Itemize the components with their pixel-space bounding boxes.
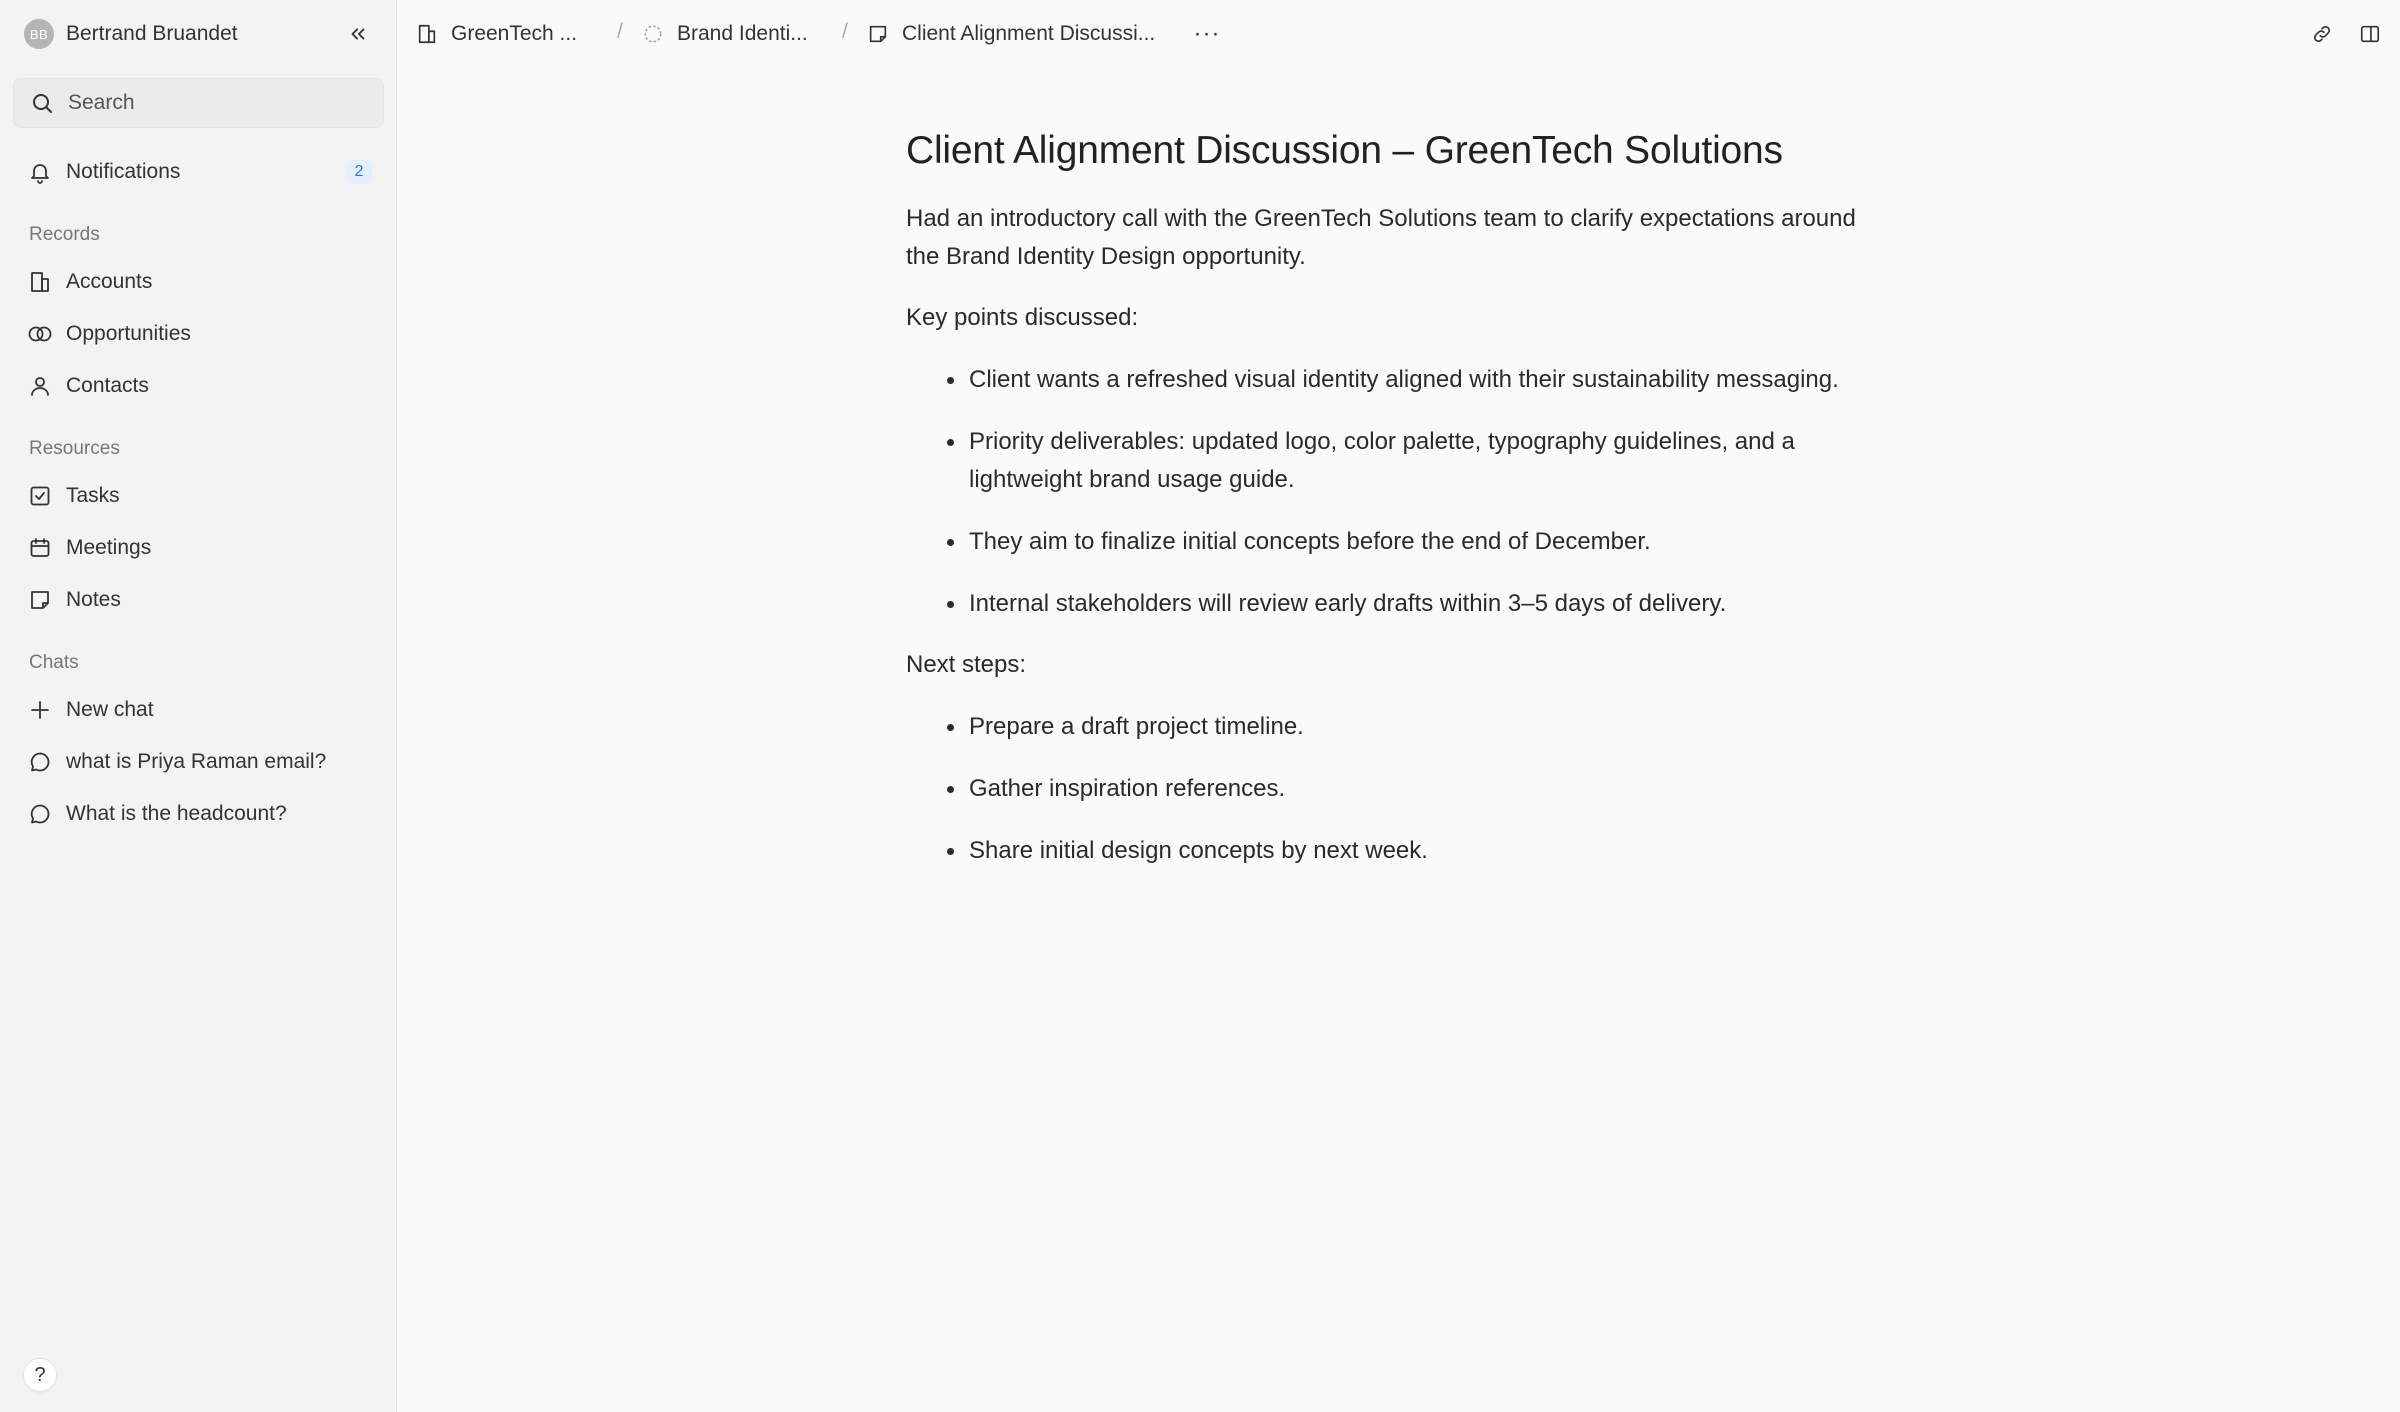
breadcrumb-label: Brand Identi... [677, 22, 808, 45]
breadcrumb-label: Client Alignment Discussi... [902, 22, 1156, 45]
breadcrumb-account[interactable] [415, 18, 577, 50]
note-document[interactable] [906, 125, 1866, 870]
section-title-resources: Resources [29, 438, 120, 459]
sidebar-item-label: Opportunities [66, 322, 191, 345]
double-chevron-left-icon [347, 23, 369, 45]
sidebar-item-notifications[interactable] [13, 150, 384, 194]
link-icon [2311, 23, 2333, 45]
sidebar-item-tasks[interactable] [13, 474, 384, 518]
sidebar-item-label: New chat [66, 698, 154, 721]
avatar: BB [24, 19, 54, 49]
help-button[interactable]: ? [23, 1358, 57, 1392]
list-item: Gather inspiration references. [906, 770, 1866, 808]
sidebar-item-label: Accounts [66, 270, 153, 293]
main-content [397, 0, 2400, 1412]
sidebar-item-label: Notifications [66, 160, 181, 183]
list-item: Priority deliverables: updated logo, color palette, typography guidelines, and a lightweight brand usage guide. [906, 423, 1866, 499]
list-item: Client wants a refreshed visual identity aligned with their sustainability messaging. [906, 361, 1866, 399]
note-icon [866, 22, 890, 46]
sidebar-item-label: Tasks [66, 484, 120, 507]
sidebar-item-contacts[interactable] [13, 364, 384, 408]
search-input[interactable] [68, 91, 368, 115]
sidebar-item-opportunities[interactable] [13, 312, 384, 356]
sidebar [0, 0, 397, 1412]
sidebar-item-label: what is Priya Raman email? [66, 750, 327, 773]
side-panel-icon [2359, 23, 2381, 45]
note-icon [27, 587, 53, 613]
chat-bubble-icon [27, 801, 53, 827]
building-icon [415, 22, 439, 46]
sidebar-item-accounts[interactable] [13, 260, 384, 304]
more-options-button[interactable]: ··· [1193, 20, 1221, 47]
checkbox-icon [27, 483, 53, 509]
sidebar-item-label: Notes [66, 588, 121, 611]
toggle-panel-button[interactable] [2354, 18, 2386, 50]
new-chat-button[interactable] [13, 688, 384, 732]
plus-icon [27, 697, 53, 723]
key-points-list [906, 361, 1866, 623]
sidebar-item-chat[interactable] [13, 792, 384, 836]
sidebar-item-label: Contacts [66, 374, 149, 397]
building-icon [27, 269, 53, 295]
sidebar-item-meetings[interactable] [13, 526, 384, 570]
sidebar-item-chat[interactable] [13, 740, 384, 784]
sidebar-item-label: Meetings [66, 536, 152, 559]
next-steps-list [906, 708, 1866, 870]
copy-link-button[interactable] [2306, 18, 2338, 50]
list-item: Share initial design concepts by next week. [906, 832, 1866, 870]
sidebar-item-label: What is the headcount? [66, 802, 287, 825]
calendar-icon [27, 535, 53, 561]
breadcrumb [397, 0, 2400, 68]
breadcrumb-opportunity[interactable] [641, 18, 808, 50]
intro-paragraph: Had an introductory call with the GreenTech Solutions team to clarify expectations around the Brand Identity Design opportunity. [906, 205, 1856, 270]
next-steps-heading: Next steps: [906, 651, 1027, 678]
breadcrumb-separator: / [617, 20, 623, 43]
opportunities-icon [27, 321, 53, 347]
notification-count-badge: 2 [346, 160, 372, 184]
user-name: Bertrand Bruandet [66, 22, 238, 45]
search-icon [30, 91, 54, 115]
collapse-sidebar-button[interactable] [342, 18, 374, 50]
section-title-records: Records [29, 224, 100, 245]
breadcrumb-note[interactable] [866, 18, 1155, 50]
search-box[interactable] [13, 78, 384, 128]
breadcrumb-label: GreenTech ... [451, 22, 578, 45]
list-item: Prepare a draft project timeline. [906, 708, 1866, 746]
bell-icon [27, 159, 53, 185]
person-icon [27, 373, 53, 399]
list-item: Internal stakeholders will review early drafts within 3–5 days of delivery. [906, 585, 1866, 623]
page-title: Client Alignment Discussion – GreenTech Solutions [906, 129, 1783, 172]
dashed-circle-icon [641, 22, 665, 46]
chat-bubble-icon [27, 749, 53, 775]
section-title-chats: Chats [29, 652, 79, 673]
list-item: They aim to finalize initial concepts before the end of December. [906, 523, 1866, 561]
workspace-user[interactable] [24, 18, 374, 50]
key-points-heading: Key points discussed: [906, 304, 1139, 331]
breadcrumb-separator: / [842, 20, 848, 43]
sidebar-item-notes[interactable] [13, 578, 384, 622]
